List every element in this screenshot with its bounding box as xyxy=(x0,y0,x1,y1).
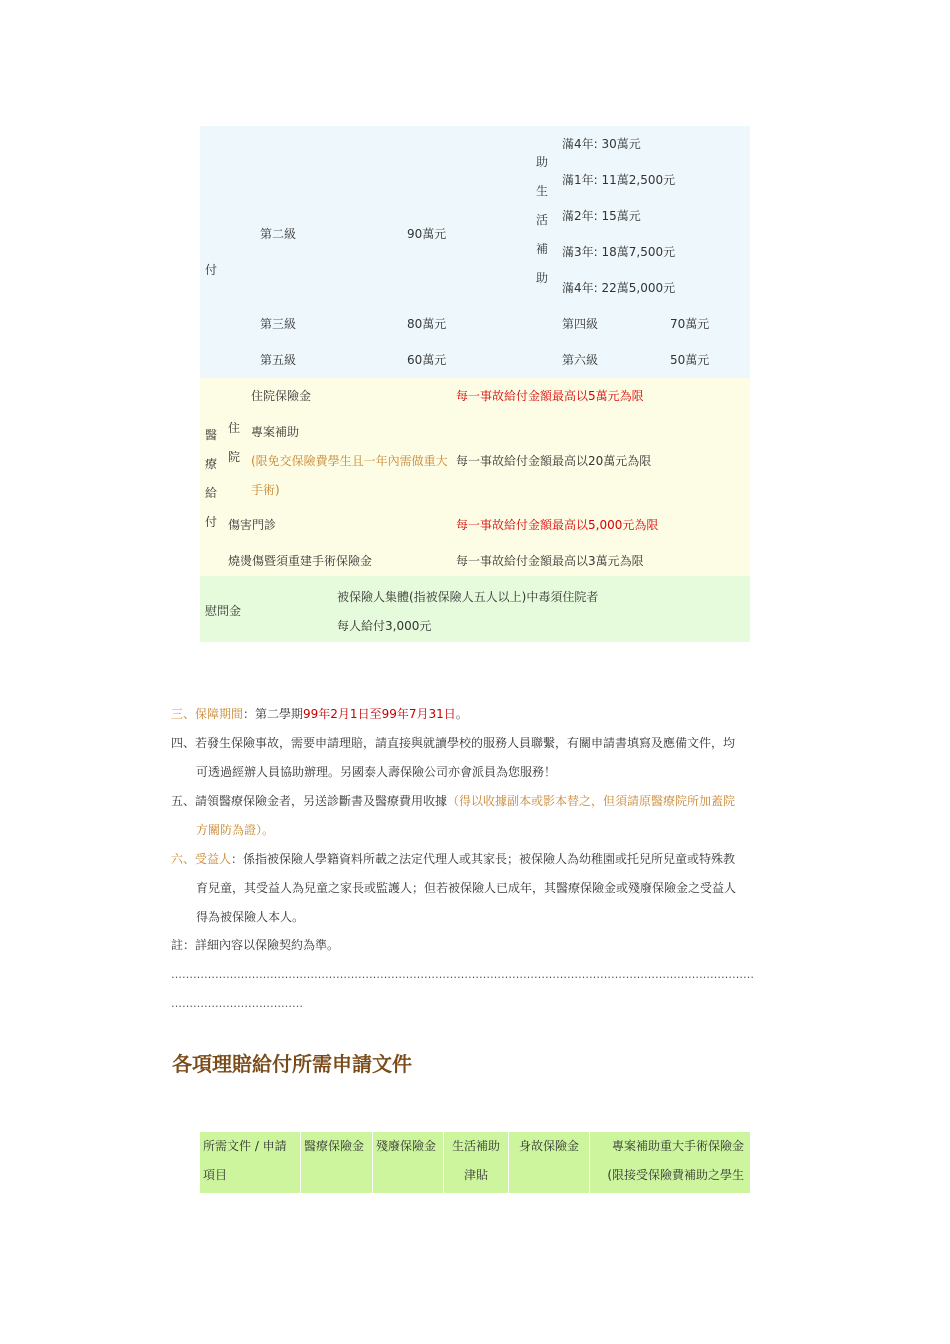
hospital-insurance-limit: 每一事故給付金額最高以5萬元為限 xyxy=(456,389,644,403)
special-subsidy-limit: 每一事故給付金額最高以20萬元為限 xyxy=(456,454,652,468)
column-header: 專案補助重大手術保險金 (限接受保險費補助之學生 xyxy=(607,1139,744,1182)
special-subsidy-label: 專案補助 xyxy=(251,425,300,439)
column-header: 身故保險金 xyxy=(509,1132,590,1193)
pay-column-char: 付 xyxy=(205,263,218,277)
special-subsidy-note: (限免交保險費學生且一年內需做重大 xyxy=(251,454,448,468)
medical-payment-vertical-label: 醫 療 給 付 xyxy=(204,428,217,529)
dotted-separator-cont: ……………………………… xyxy=(171,997,303,1010)
grade5-amount: 60萬元 xyxy=(407,353,447,367)
remark-note: 註：詳細內容以保險契約為準。 xyxy=(171,938,340,952)
condolence-label: 慰問金 xyxy=(205,604,242,618)
subsidy-line: 滿4年: 22萬5,000元 xyxy=(562,281,676,295)
grade6-amount: 50萬元 xyxy=(670,353,710,367)
documents-table-header xyxy=(200,1132,750,1193)
column-header: 所需文件 / 申請 項目 xyxy=(200,1132,301,1193)
grade5-label: 第五級 xyxy=(260,353,297,367)
column-header: 醫療保險金 xyxy=(301,1132,373,1193)
beneficiary-item-cont: 育兒童，其受益人為兒童之家長或監護人；但若被保險人已成年，其醫療保險金或殘廢保險金之受益人 xyxy=(196,881,737,895)
burn-insurance-label: 燒燙傷暨須重建手術保險金 xyxy=(228,554,373,568)
outpatient-label: 傷害門診 xyxy=(228,518,277,532)
claim-procedure-item-cont: 可透過經辦人員協助辦理。另國泰人壽保險公司亦會派員為您服務！ xyxy=(196,765,557,779)
condolence-section-bg xyxy=(200,576,750,642)
beneficiary-item-cont: 得為被保險人本人。 xyxy=(196,910,305,924)
grade4-label: 第四級 xyxy=(562,317,599,331)
claim-procedure-item: 四、若發生保險事故，需要申請理賠，請直接與就讀學校的服務人員聯繫，有關申請書填寫及應備文件，均 xyxy=(171,736,736,750)
coverage-period-item: 三、保障期間：第二學期99年2月1日至99年7月31日。 xyxy=(171,707,468,721)
subsidy-line: 滿4年: 30萬元 xyxy=(562,137,641,151)
column-header: 生活補助 津貼 xyxy=(444,1132,509,1193)
special-subsidy-note-cont: 手術) xyxy=(251,483,280,497)
subsidy-line: 滿2年: 15萬元 xyxy=(562,209,641,223)
grade2-label: 第二級 xyxy=(260,227,297,241)
condolence-amount: 每人給付3,000元 xyxy=(337,619,432,633)
grade2-amount: 90萬元 xyxy=(407,227,447,241)
grade4-amount: 70萬元 xyxy=(670,317,710,331)
condolence-condition: 被保險人集體(指被保險人五人以上)中毒須住院者 xyxy=(337,590,599,604)
hospitalization-vertical-label: 住 院 xyxy=(227,421,240,464)
medical-claim-item-cont: 方關防為證）。 xyxy=(196,823,275,837)
column-header: 殘廢保險金 xyxy=(373,1132,444,1193)
beneficiary-item: 六、受益人：係指被保險人學籍資料所載之法定代理人或其家長；被保險人為幼稚園或托兒所兒童或特殊教 xyxy=(171,852,736,866)
dotted-separator: …………………………………………………………………………………………………………………………………………… xyxy=(171,968,754,981)
living-subsidy-vertical-label: 助 生 活 補 助 xyxy=(535,155,548,285)
grade3-label: 第三級 xyxy=(260,317,297,331)
section-heading: 各項理賠給付所需申請文件 xyxy=(172,1052,412,1076)
burn-insurance-limit: 每一事故給付金額最高以3萬元為限 xyxy=(456,554,644,568)
subsidy-line: 滿1年: 11萬2,500元 xyxy=(562,173,676,187)
grade6-label: 第六級 xyxy=(562,353,599,367)
outpatient-limit: 每一事故給付金額最高以5,000元為限 xyxy=(456,518,659,532)
medical-claim-item: 五、請領醫療保險金者，另送診斷書及醫療費用收據（得以收據副本或影本替之，但須請原醫療院所加蓋院 xyxy=(171,794,736,808)
subsidy-line: 滿3年: 18萬7,500元 xyxy=(562,245,676,259)
medical-section-bg xyxy=(200,378,750,576)
grade3-amount: 80萬元 xyxy=(407,317,447,331)
hospital-insurance-label: 住院保險金 xyxy=(251,389,312,403)
